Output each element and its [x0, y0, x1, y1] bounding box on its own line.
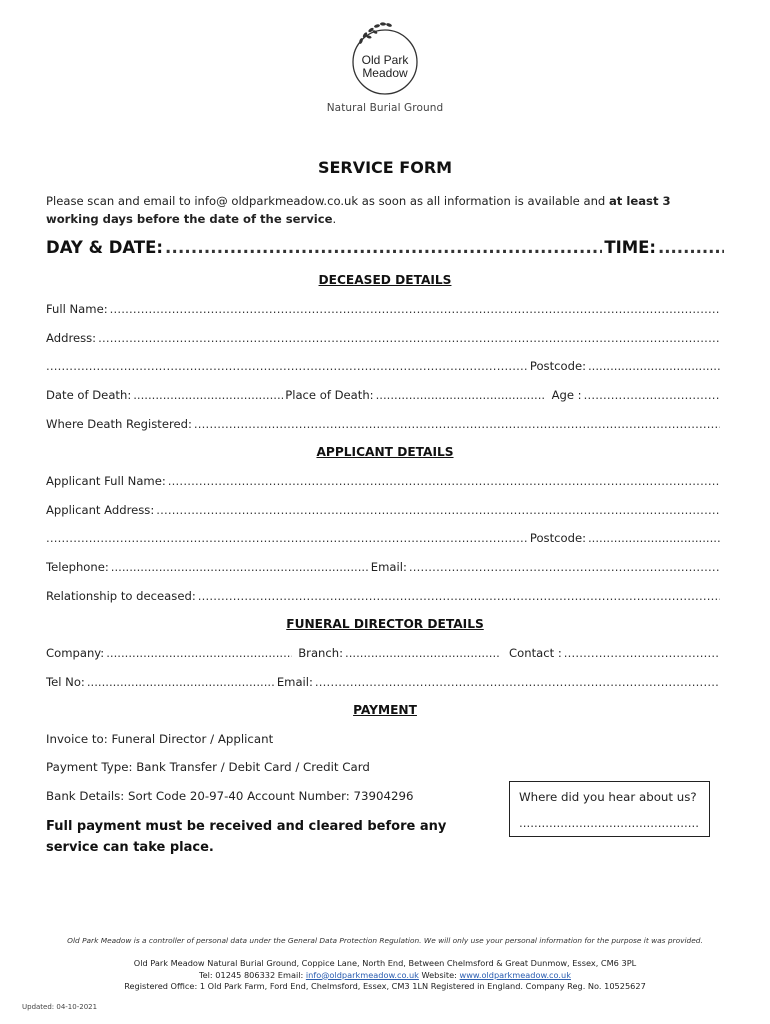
- hear-about-us-box[interactable]: [509, 781, 710, 837]
- footer-address: Old Park Meadow Natural Burial Ground, Coppice Lane, North End, Between Chelmsford & Great Dunmow, Essex, CM6 3PL: [133, 958, 637, 968]
- funeral-email-label: Email:: [276, 675, 313, 689]
- payment-type: Payment Type: Bank Transfer / Debit Card / Credit Card: [46, 760, 370, 774]
- section-payment: PAYMENT: [353, 703, 417, 717]
- intro-bold: at least 3 working days before the date of the service: [46, 194, 671, 226]
- applicant-address2-row[interactable]: [46, 531, 722, 545]
- telephone-field[interactable]: [111, 560, 369, 574]
- applicant-name-label: Applicant Full Name:: [46, 474, 166, 488]
- deceased-postcode-field[interactable]: [588, 359, 720, 373]
- where-registered-row[interactable]: [46, 417, 722, 431]
- applicant-name-row[interactable]: [46, 474, 722, 488]
- deceased-address-label: Address:: [46, 331, 97, 345]
- hear-about-us-question: Where did you hear about us?: [519, 790, 697, 804]
- contact-field[interactable]: [564, 646, 720, 660]
- invoice-to: Invoice to: Funeral Director / Applicant: [46, 732, 274, 746]
- logo-name-line1: Old Park: [361, 53, 409, 67]
- page-title: SERVICE FORM: [317, 158, 453, 177]
- company-label: Company:: [46, 646, 105, 660]
- logo-tagline: Natural Burial Ground: [326, 102, 444, 114]
- applicant-contact-row[interactable]: [46, 560, 722, 574]
- telephone-label: Telephone:: [46, 560, 109, 574]
- footer-website-link[interactable]: www.oldparkmeadow.co.uk: [459, 969, 571, 980]
- footer-email-link[interactable]: info@oldparkmeadow.co.uk: [305, 969, 419, 980]
- relationship-label: Relationship to deceased:: [46, 589, 196, 603]
- funeral-tel-field[interactable]: [87, 675, 275, 689]
- bank-details: Bank Details: Sort Code 20-97-40 Account Number: 73904296: [46, 789, 414, 803]
- age-field[interactable]: [584, 388, 720, 402]
- deceased-address-row[interactable]: [46, 331, 722, 345]
- footer-address-block: [0, 958, 770, 993]
- deceased-full-name-field[interactable]: [110, 302, 720, 316]
- day-date-line[interactable]: [46, 238, 726, 257]
- footer-website-label: Website:: [418, 969, 460, 980]
- applicant-address-field[interactable]: [156, 503, 720, 517]
- applicant-name-field[interactable]: [168, 474, 720, 488]
- deceased-postcode-label: Postcode:: [529, 359, 586, 373]
- relationship-row[interactable]: [46, 589, 722, 603]
- applicant-address-row[interactable]: [46, 503, 722, 517]
- section-funeral-director-details: FUNERAL DIRECTOR DETAILS: [286, 617, 484, 631]
- hear-about-us-field[interactable]: [519, 816, 699, 830]
- applicant-postcode-label: Postcode:: [529, 531, 586, 545]
- footer-contact-line: [0, 970, 770, 982]
- branch-field[interactable]: [345, 646, 501, 660]
- applicant-email-label: Email:: [370, 560, 407, 574]
- applicant-email-field[interactable]: [409, 560, 720, 574]
- logo-name-line2: Meadow: [362, 66, 408, 80]
- section-deceased-details: DECEASED DETAILS: [318, 273, 452, 287]
- deceased-address-field[interactable]: [98, 331, 720, 345]
- date-of-death-field[interactable]: [133, 388, 283, 402]
- funeral-tel-label: Tel No:: [46, 675, 85, 689]
- funeral-tel-row[interactable]: [46, 675, 722, 689]
- payment-note: Full payment must be received and cleared before any service can take place.: [46, 819, 447, 855]
- deceased-full-name-row[interactable]: [46, 302, 722, 316]
- age-label: Age :: [551, 388, 582, 402]
- footer-tel: Tel: 01245 806332 Email:: [199, 969, 306, 980]
- deceased-death-row[interactable]: [46, 388, 722, 402]
- branch-label: Branch:: [298, 646, 344, 660]
- applicant-address-label: Applicant Address:: [46, 503, 155, 517]
- day-date-label: DAY & DATE:: [46, 238, 164, 257]
- time-field[interactable]: [658, 238, 724, 257]
- deceased-full-name-label: Full Name:: [46, 302, 108, 316]
- company-field[interactable]: [106, 646, 292, 660]
- time-label: TIME:: [604, 238, 656, 257]
- footer-registered: Registered Office: 1 Old Park Farm, Ford End, Chelmsford, Essex, CM3 1LN Registered in England. Company Reg. No. 10525627: [124, 981, 646, 991]
- applicant-postcode-field[interactable]: [588, 531, 720, 545]
- section-applicant-details: APPLICANT DETAILS: [316, 445, 454, 459]
- where-registered-field[interactable]: [194, 417, 720, 431]
- contact-label: Contact :: [509, 646, 562, 660]
- relationship-field[interactable]: [198, 589, 720, 603]
- applicant-address2-field[interactable]: [46, 531, 528, 545]
- intro-text: [46, 192, 722, 228]
- intro-end: .: [332, 212, 337, 226]
- deceased-address2-field[interactable]: [46, 359, 528, 373]
- gdpr-notice: Old Park Meadow is a controller of personal data under the General Data Protection Regulation. We will only use your personal information for the purpose it was provided.: [67, 936, 703, 945]
- deceased-address2-row[interactable]: [46, 359, 722, 373]
- where-registered-label: Where Death Registered:: [46, 417, 192, 431]
- place-of-death-field[interactable]: [376, 388, 544, 402]
- place-of-death-label: Place of Death:: [285, 388, 374, 402]
- logo: [0, 18, 770, 114]
- funeral-email-field[interactable]: [315, 675, 720, 689]
- wreath-logo-icon: [325, 18, 445, 100]
- day-date-field[interactable]: [165, 238, 602, 257]
- funeral-company-row[interactable]: [46, 646, 722, 660]
- date-of-death-label: Date of Death:: [46, 388, 132, 402]
- intro-main: Please scan and email to info@ oldparkmeadow.co.uk as soon as all information is available and: [46, 194, 609, 208]
- updated-date: Updated: 04-10-2021: [22, 1003, 98, 1011]
